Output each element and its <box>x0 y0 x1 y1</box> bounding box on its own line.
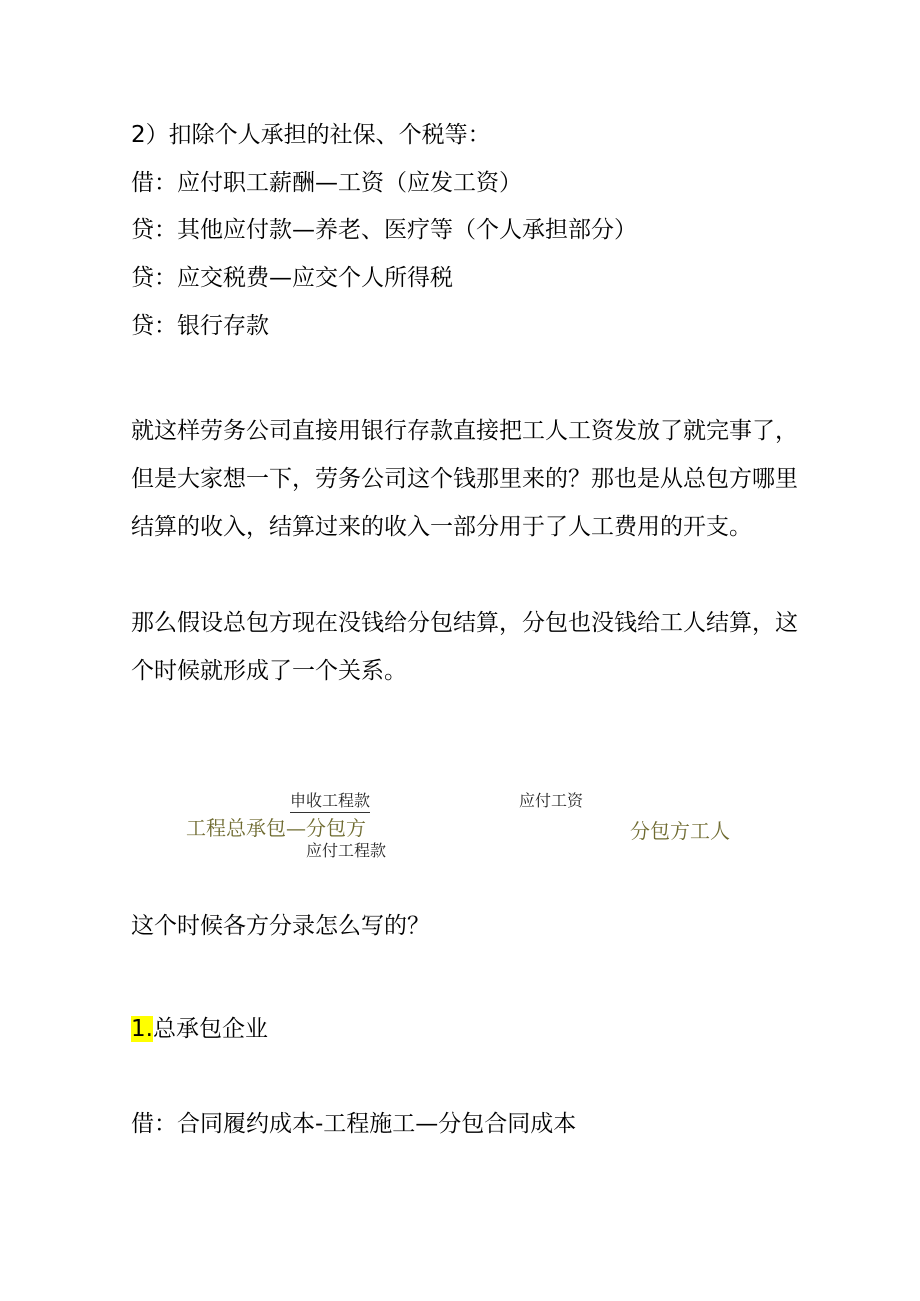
question-line: 这个时候各方分录怎么写的？ <box>131 913 430 939</box>
diagram-label-top-right: 应付工资 <box>519 791 584 810</box>
diagram-label-bottom: 应付工程款 <box>306 841 387 860</box>
entry-line-4: 贷：应交税费—应交个人所得税 <box>131 265 453 291</box>
entry-line-2: 借：应付职工薪酬—工资（应发工资） <box>131 170 522 196</box>
entry-line-3: 贷：其他应付款—养老、医疗等（个人承担部分） <box>131 217 637 243</box>
diagram-party-left: 工程总承包—分包方 <box>186 816 366 840</box>
section-heading <box>131 1014 268 1044</box>
section-title: 总承包企业 <box>152 1016 268 1042</box>
paragraph-2: 那么假设总包方现在没钱给分包结算，分包也没钱给工人结算，这个时候就形成了一个关系。 <box>131 610 798 684</box>
diagram-party-right: 分包方工人 <box>630 819 730 843</box>
diagram-label-top-left: 申收工程款 <box>290 788 370 813</box>
entry-bottom: 借：合同履约成本-工程施工—分包合同成本 <box>131 1111 577 1137</box>
entry-line-5: 贷：银行存款 <box>131 313 269 339</box>
entry-line-1: 2）扣除个人承担的社保、个税等： <box>131 122 491 148</box>
paragraph-1: 就这样劳务公司直接用银行存款直接把工人工资发放了就完事了，但是大家想一下，劳务公司这个钱那里来的？那也是从总包方哪里结算的收入，结算过来的收入一部分用于了人工费用的开支。 <box>131 418 798 540</box>
section-number: 1. <box>131 1016 153 1042</box>
